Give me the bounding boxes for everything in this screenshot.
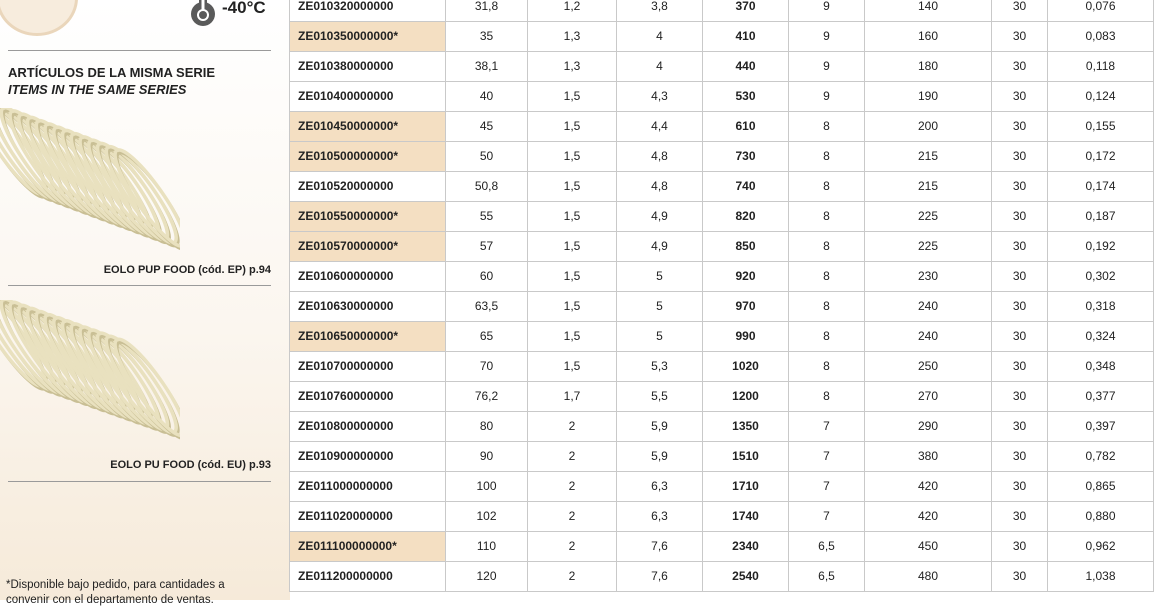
cell-c6: 270 bbox=[865, 382, 992, 412]
cell-c8: 1,038 bbox=[1048, 562, 1154, 592]
table-row bbox=[290, 112, 1154, 142]
cell-c5: 7 bbox=[789, 442, 865, 472]
cell-c5: 8 bbox=[789, 232, 865, 262]
cell-c6: 180 bbox=[865, 52, 992, 82]
cell-c7: 30 bbox=[992, 172, 1048, 202]
item-code: ZE010760000000 bbox=[290, 382, 446, 412]
cell-c8: 0,302 bbox=[1048, 262, 1154, 292]
cell-c2: 1,5 bbox=[528, 352, 617, 382]
cell-c6: 250 bbox=[865, 352, 992, 382]
cell-c6: 160 bbox=[865, 22, 992, 52]
divider bbox=[8, 481, 271, 482]
cell-c6: 450 bbox=[865, 532, 992, 562]
cell-c8: 0,318 bbox=[1048, 292, 1154, 322]
cell-c3: 5 bbox=[617, 292, 703, 322]
cell-c7: 30 bbox=[992, 562, 1048, 592]
cell-c7: 30 bbox=[992, 232, 1048, 262]
cell-c5: 6,5 bbox=[789, 532, 865, 562]
item-code: ZE010520000000 bbox=[290, 172, 446, 202]
cell-c4: 1200 bbox=[703, 382, 789, 412]
cell-c3: 5 bbox=[617, 322, 703, 352]
cell-c4: 1740 bbox=[703, 502, 789, 532]
cell-c6: 380 bbox=[865, 442, 992, 472]
cell-c5: 8 bbox=[789, 142, 865, 172]
cell-c3: 4,3 bbox=[617, 82, 703, 112]
cell-c7: 30 bbox=[992, 382, 1048, 412]
cell-c1: 38,1 bbox=[446, 52, 528, 82]
cell-c3: 7,6 bbox=[617, 532, 703, 562]
table-row bbox=[290, 52, 1154, 82]
cell-c2: 1,3 bbox=[528, 52, 617, 82]
item-code: ZE010800000000 bbox=[290, 412, 446, 442]
item-code: ZE010600000000 bbox=[290, 262, 446, 292]
cell-c4: 970 bbox=[703, 292, 789, 322]
cell-c5: 8 bbox=[789, 352, 865, 382]
cell-c8: 0,880 bbox=[1048, 502, 1154, 532]
cell-c3: 6,3 bbox=[617, 502, 703, 532]
cell-c7: 30 bbox=[992, 262, 1048, 292]
cell-c4: 2540 bbox=[703, 562, 789, 592]
item-code: ZE010570000000* bbox=[290, 232, 446, 262]
series-title-es: ARTÍCULOS DE LA MISMA SERIE bbox=[8, 65, 216, 80]
cell-c7: 30 bbox=[992, 322, 1048, 352]
cell-c2: 1,5 bbox=[528, 202, 617, 232]
cell-c3: 5 bbox=[617, 262, 703, 292]
table-row bbox=[290, 82, 1154, 112]
table-row bbox=[290, 0, 1154, 22]
cell-c4: 1020 bbox=[703, 352, 789, 382]
item-caption-pu-food[interactable]: EOLO PU FOOD (cód. EU) p.93 bbox=[110, 459, 271, 471]
cell-c8: 0,174 bbox=[1048, 172, 1154, 202]
cell-c5: 8 bbox=[789, 172, 865, 202]
item-code: ZE010630000000 bbox=[290, 292, 446, 322]
cell-c1: 70 bbox=[446, 352, 528, 382]
cell-c2: 2 bbox=[528, 472, 617, 502]
cell-c6: 215 bbox=[865, 142, 992, 172]
cell-c2: 1,3 bbox=[528, 22, 617, 52]
cell-c8: 0,348 bbox=[1048, 352, 1154, 382]
item-code: ZE010380000000 bbox=[290, 52, 446, 82]
cell-c5: 8 bbox=[789, 112, 865, 142]
cell-c1: 102 bbox=[446, 502, 528, 532]
table-row bbox=[290, 142, 1154, 172]
certification-badge bbox=[0, 0, 78, 36]
cell-c5: 8 bbox=[789, 382, 865, 412]
table-row bbox=[290, 532, 1154, 562]
cell-c7: 30 bbox=[992, 0, 1048, 22]
table-row bbox=[290, 352, 1154, 382]
cell-c6: 215 bbox=[865, 172, 992, 202]
cell-c5: 8 bbox=[789, 262, 865, 292]
cell-c2: 1,5 bbox=[528, 172, 617, 202]
cell-c1: 100 bbox=[446, 472, 528, 502]
cell-c4: 610 bbox=[703, 112, 789, 142]
cell-c6: 240 bbox=[865, 322, 992, 352]
cell-c7: 30 bbox=[992, 442, 1048, 472]
cell-c3: 6,3 bbox=[617, 472, 703, 502]
cell-c4: 820 bbox=[703, 202, 789, 232]
cell-c1: 55 bbox=[446, 202, 528, 232]
min-temperature-label: -40°C bbox=[222, 0, 266, 17]
cell-c5: 9 bbox=[789, 22, 865, 52]
cell-c7: 30 bbox=[992, 82, 1048, 112]
cell-c5: 9 bbox=[789, 82, 865, 112]
table-row bbox=[290, 472, 1154, 502]
cell-c6: 225 bbox=[865, 232, 992, 262]
cell-c1: 63,5 bbox=[446, 292, 528, 322]
item-code: ZE010400000000 bbox=[290, 82, 446, 112]
cell-c4: 920 bbox=[703, 262, 789, 292]
cell-c3: 4,9 bbox=[617, 232, 703, 262]
cell-c3: 4,8 bbox=[617, 172, 703, 202]
cell-c3: 5,9 bbox=[617, 412, 703, 442]
thermometer-icon bbox=[190, 0, 216, 28]
cell-c4: 990 bbox=[703, 322, 789, 352]
item-code: ZE010320000000 bbox=[290, 0, 446, 22]
divider bbox=[8, 50, 271, 51]
series-title bbox=[8, 64, 215, 98]
cell-c5: 9 bbox=[789, 52, 865, 82]
cell-c3: 4,4 bbox=[617, 112, 703, 142]
cell-c1: 65 bbox=[446, 322, 528, 352]
cell-c7: 30 bbox=[992, 472, 1048, 502]
cell-c8: 0,187 bbox=[1048, 202, 1154, 232]
cell-c2: 1,2 bbox=[528, 0, 617, 22]
item-caption-pup-food[interactable]: EOLO PUP FOOD (cód. EP) p.94 bbox=[103, 264, 271, 276]
cell-c3: 5,5 bbox=[617, 382, 703, 412]
table-row bbox=[290, 562, 1154, 592]
cell-c8: 0,172 bbox=[1048, 142, 1154, 172]
cell-c4: 1350 bbox=[703, 412, 789, 442]
cell-c8: 0,865 bbox=[1048, 472, 1154, 502]
cell-c4: 730 bbox=[703, 142, 789, 172]
cell-c1: 45 bbox=[446, 112, 528, 142]
cell-c7: 30 bbox=[992, 202, 1048, 232]
cell-c8: 0,324 bbox=[1048, 322, 1154, 352]
cell-c1: 50,8 bbox=[446, 172, 528, 202]
cell-c3: 5,3 bbox=[617, 352, 703, 382]
cell-c7: 30 bbox=[992, 292, 1048, 322]
cell-c6: 190 bbox=[865, 82, 992, 112]
sidebar bbox=[0, 0, 290, 606]
cell-c1: 50 bbox=[446, 142, 528, 172]
cell-c5: 7 bbox=[789, 472, 865, 502]
cell-c1: 60 bbox=[446, 262, 528, 292]
item-code: ZE010500000000* bbox=[290, 142, 446, 172]
cell-c8: 0,083 bbox=[1048, 22, 1154, 52]
cell-c1: 120 bbox=[446, 562, 528, 592]
cell-c8: 0,192 bbox=[1048, 232, 1154, 262]
cell-c3: 4 bbox=[617, 52, 703, 82]
cell-c1: 90 bbox=[446, 442, 528, 472]
cell-c6: 240 bbox=[865, 292, 992, 322]
cell-c4: 1710 bbox=[703, 472, 789, 502]
cell-c4: 410 bbox=[703, 22, 789, 52]
cell-c2: 1,5 bbox=[528, 112, 617, 142]
cell-c5: 9 bbox=[789, 0, 865, 22]
cell-c4: 530 bbox=[703, 82, 789, 112]
cell-c5: 7 bbox=[789, 502, 865, 532]
cell-c7: 30 bbox=[992, 112, 1048, 142]
cell-c2: 1,7 bbox=[528, 382, 617, 412]
cell-c6: 420 bbox=[865, 502, 992, 532]
table-row bbox=[290, 502, 1154, 532]
cell-c1: 57 bbox=[446, 232, 528, 262]
cell-c2: 1,5 bbox=[528, 82, 617, 112]
cell-c6: 230 bbox=[865, 262, 992, 292]
cell-c8: 0,124 bbox=[1048, 82, 1154, 112]
cell-c1: 31,8 bbox=[446, 0, 528, 22]
cell-c3: 4,9 bbox=[617, 202, 703, 232]
cell-c6: 290 bbox=[865, 412, 992, 442]
item-code: ZE011200000000 bbox=[290, 562, 446, 592]
cell-c2: 2 bbox=[528, 442, 617, 472]
cell-c2: 1,5 bbox=[528, 232, 617, 262]
spec-table bbox=[289, 0, 1154, 592]
cell-c5: 7 bbox=[789, 412, 865, 442]
item-code: ZE010550000000* bbox=[290, 202, 446, 232]
cell-c4: 1510 bbox=[703, 442, 789, 472]
table-row bbox=[290, 442, 1154, 472]
cell-c7: 30 bbox=[992, 52, 1048, 82]
cell-c5: 8 bbox=[789, 292, 865, 322]
cell-c3: 4 bbox=[617, 22, 703, 52]
cell-c5: 8 bbox=[789, 322, 865, 352]
table-row bbox=[290, 382, 1154, 412]
item-code: ZE010900000000 bbox=[290, 442, 446, 472]
cell-c5: 6,5 bbox=[789, 562, 865, 592]
cell-c6: 200 bbox=[865, 112, 992, 142]
cell-c2: 2 bbox=[528, 532, 617, 562]
cell-c4: 440 bbox=[703, 52, 789, 82]
item-code: ZE010350000000* bbox=[290, 22, 446, 52]
cell-c3: 5,9 bbox=[617, 442, 703, 472]
cell-c5: 8 bbox=[789, 202, 865, 232]
table-row bbox=[290, 172, 1154, 202]
cell-c4: 370 bbox=[703, 0, 789, 22]
cell-c1: 76,2 bbox=[446, 382, 528, 412]
hose-image-pu-food bbox=[0, 300, 180, 450]
cell-c8: 0,118 bbox=[1048, 52, 1154, 82]
cell-c6: 225 bbox=[865, 202, 992, 232]
cell-c8: 0,377 bbox=[1048, 382, 1154, 412]
cell-c6: 420 bbox=[865, 472, 992, 502]
cell-c1: 40 bbox=[446, 82, 528, 112]
table-row bbox=[290, 322, 1154, 352]
series-title-en: ITEMS IN THE SAME SERIES bbox=[8, 82, 187, 97]
cell-c2: 1,5 bbox=[528, 322, 617, 352]
table-row bbox=[290, 292, 1154, 322]
cell-c6: 480 bbox=[865, 562, 992, 592]
cell-c2: 2 bbox=[528, 502, 617, 532]
cell-c2: 1,5 bbox=[528, 142, 617, 172]
divider bbox=[8, 285, 271, 286]
cell-c3: 4,8 bbox=[617, 142, 703, 172]
cell-c2: 1,5 bbox=[528, 262, 617, 292]
cell-c7: 30 bbox=[992, 352, 1048, 382]
availability-footnote: *Disponible bajo pedido, para cantidades a convenir con el departamento de ventas. bbox=[6, 579, 225, 606]
item-code: ZE011100000000* bbox=[290, 532, 446, 562]
cell-c3: 7,6 bbox=[617, 562, 703, 592]
cell-c8: 0,076 bbox=[1048, 0, 1154, 22]
cell-c7: 30 bbox=[992, 532, 1048, 562]
cell-c8: 0,782 bbox=[1048, 442, 1154, 472]
cell-c7: 30 bbox=[992, 412, 1048, 442]
table-row bbox=[290, 232, 1154, 262]
item-code: ZE011000000000 bbox=[290, 472, 446, 502]
cell-c2: 1,5 bbox=[528, 292, 617, 322]
item-code: ZE011020000000 bbox=[290, 502, 446, 532]
cell-c4: 740 bbox=[703, 172, 789, 202]
cell-c2: 2 bbox=[528, 562, 617, 592]
cell-c8: 0,397 bbox=[1048, 412, 1154, 442]
cell-c6: 140 bbox=[865, 0, 992, 22]
cell-c7: 30 bbox=[992, 22, 1048, 52]
cell-c8: 0,155 bbox=[1048, 112, 1154, 142]
cell-c8: 0,962 bbox=[1048, 532, 1154, 562]
cell-c1: 110 bbox=[446, 532, 528, 562]
cell-c4: 2340 bbox=[703, 532, 789, 562]
cell-c1: 35 bbox=[446, 22, 528, 52]
table-row bbox=[290, 262, 1154, 292]
item-code: ZE010700000000 bbox=[290, 352, 446, 382]
table-row bbox=[290, 202, 1154, 232]
hose-image-pup-food bbox=[0, 108, 180, 258]
cell-c2: 2 bbox=[528, 412, 617, 442]
table-row bbox=[290, 22, 1154, 52]
cell-c3: 3,8 bbox=[617, 0, 703, 22]
cell-c7: 30 bbox=[992, 142, 1048, 172]
item-code: ZE010650000000* bbox=[290, 322, 446, 352]
cell-c7: 30 bbox=[992, 502, 1048, 532]
cell-c4: 850 bbox=[703, 232, 789, 262]
cell-c1: 80 bbox=[446, 412, 528, 442]
table-row bbox=[290, 412, 1154, 442]
item-code: ZE010450000000* bbox=[290, 112, 446, 142]
